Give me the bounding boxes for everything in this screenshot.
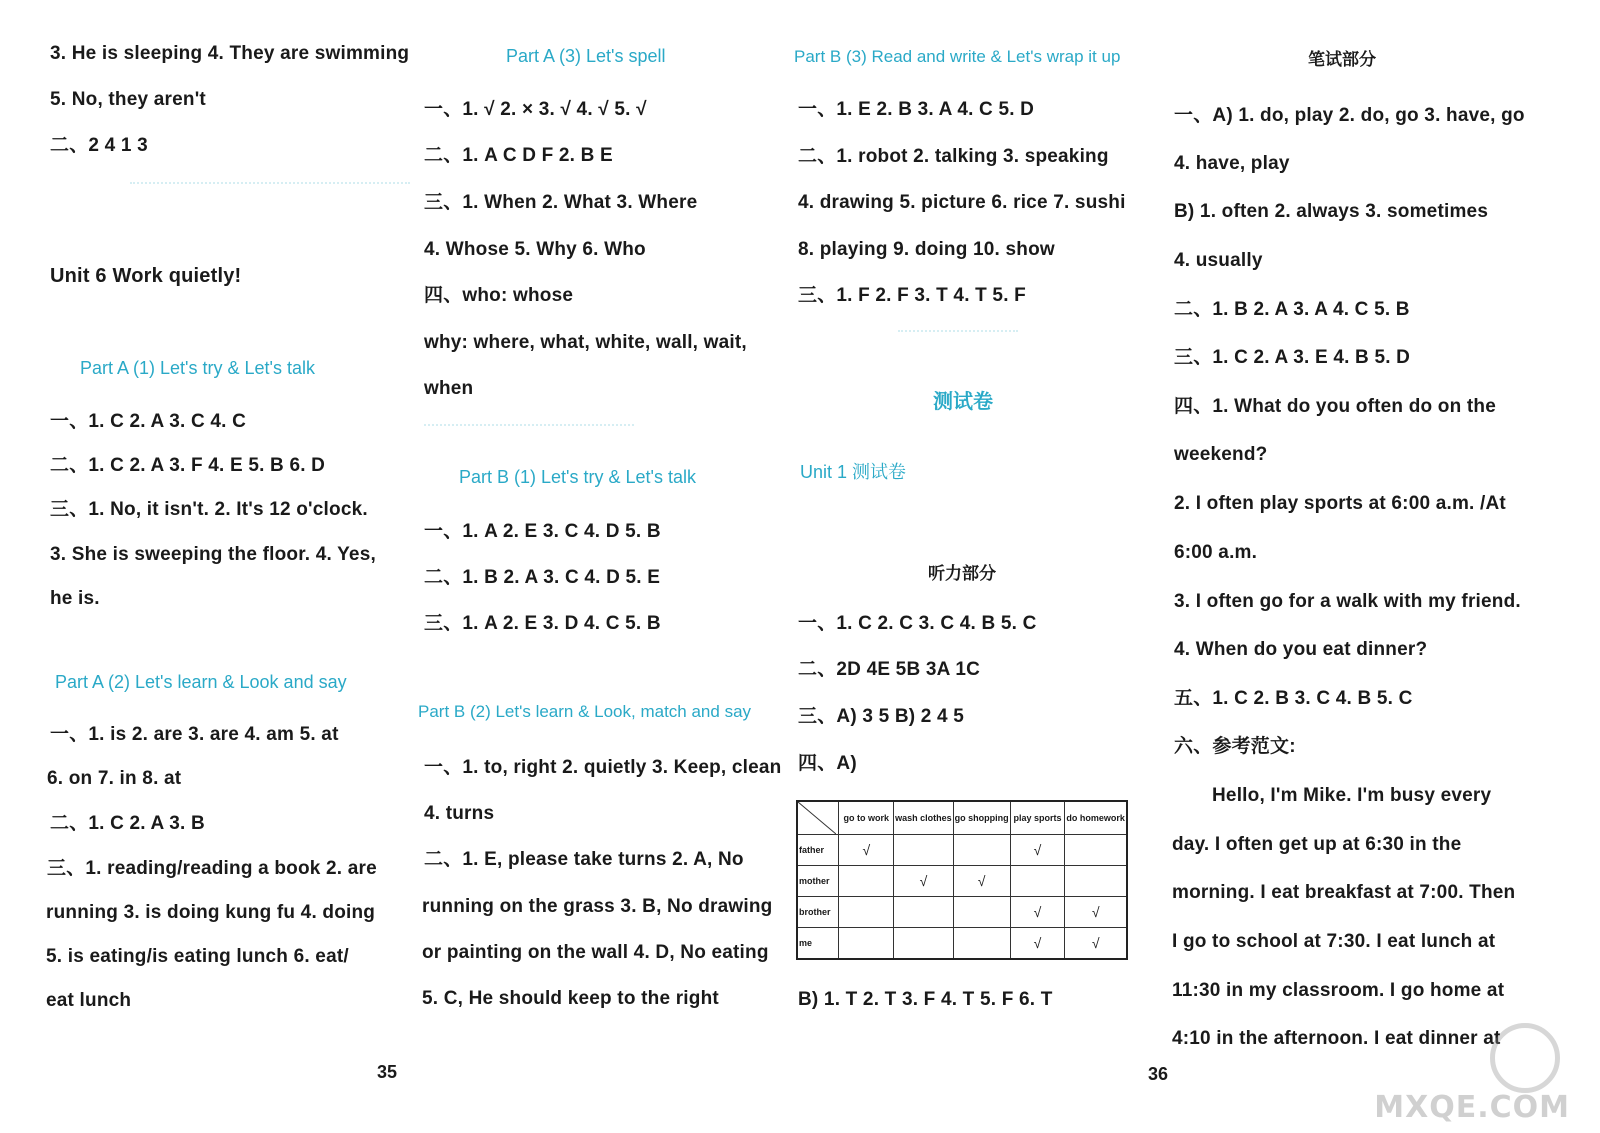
answer-line: 二、2 4 1 3 — [50, 135, 148, 156]
table-cell — [839, 928, 894, 960]
answer-line: 一、1. E 2. B 3. A 4. C 5. D — [798, 99, 1035, 120]
table-cell — [953, 835, 1010, 866]
answer-line: 六、参考范文: — [1174, 736, 1296, 757]
answer-line: 4. drawing 5. picture 6. rice 7. sushi — [798, 192, 1126, 213]
diagonal-line — [798, 802, 836, 834]
answer-line: when — [424, 378, 474, 399]
unit-title: Unit 6 Work quietly! — [50, 265, 242, 287]
section-heading: Part A (1) Let's try & Let's talk — [80, 358, 315, 378]
answer-line: 5. C, He should keep to the right — [422, 988, 719, 1009]
answer-line: B) 1. often 2. always 3. sometimes — [1174, 201, 1489, 222]
unit-test-heading: Unit 1 测试卷 — [800, 462, 907, 482]
answer-line: 三、1. reading/reading a book 2. are — [47, 858, 377, 879]
answer-line: 一、1. C 2. C 3. C 4. B 5. C — [798, 613, 1037, 634]
answer-line: 一、A) 1. do, play 2. do, go 3. have, go — [1174, 105, 1525, 126]
answer-line: 4. When do you eat dinner? — [1174, 639, 1428, 660]
column-header: do homework — [1065, 801, 1127, 835]
answer-line: 4. have, play — [1174, 153, 1290, 174]
table-cell: √ — [1065, 897, 1127, 928]
answer-line: 一、1. √ 2. × 3. √ 4. √ 5. √ — [424, 99, 647, 120]
table-cell — [1065, 866, 1127, 897]
answer-line: 3. He is sleeping 4. They are swimming — [50, 43, 410, 64]
answer-line: 五、1. C 2. B 3. C 4. B 5. C — [1174, 688, 1413, 709]
answer-line: 6. on 7. in 8. at — [47, 768, 182, 789]
answer-line: 二、1. A C D F 2. B E — [424, 145, 613, 166]
table-cell — [894, 835, 954, 866]
table-cell: √ — [953, 866, 1010, 897]
answer-line: 三、1. F 2. F 3. T 4. T 5. F — [798, 285, 1026, 306]
table-cell — [953, 897, 1010, 928]
answer-line: 二、1. robot 2. talking 3. speaking — [798, 146, 1109, 167]
table-cell — [1010, 866, 1065, 897]
answer-line: 三、A) 3 5 B) 2 4 5 — [798, 706, 965, 727]
answer-line: 一、1. is 2. are 3. are 4. am 5. at — [50, 724, 339, 745]
essay-line: I go to school at 7:30. I eat lunch at — [1172, 931, 1496, 952]
answer-line: 四、1. What do you often do on the — [1174, 396, 1496, 417]
answer-line: B) 1. T 2. T 3. F 4. T 5. F 6. T — [798, 989, 1053, 1010]
row-header: me — [797, 928, 839, 960]
activity-table — [796, 800, 1128, 960]
answer-line: 3. I often go for a walk with my friend. — [1174, 591, 1521, 612]
answer-line: 2. I often play sports at 6:00 a.m. /At — [1174, 493, 1506, 514]
table-cell: √ — [1010, 835, 1065, 866]
answer-line: 8. playing 9. doing 10. show — [798, 239, 1055, 260]
test-title: 测试卷 — [933, 391, 993, 413]
answer-line: 三、1. A 2. E 3. D 4. C 5. B — [424, 613, 661, 634]
answer-line: 一、1. C 2. A 3. C 4. C — [50, 411, 247, 432]
row-header: brother — [797, 897, 839, 928]
column-header: go to work — [839, 801, 894, 835]
table-row — [797, 866, 1127, 897]
answer-line: running on the grass 3. B, No drawing — [422, 896, 773, 917]
page-number-left: 35 — [377, 1062, 398, 1082]
answer-line: 二、1. E, please take turns 2. A, No — [424, 849, 744, 870]
table-row — [797, 928, 1127, 960]
table-cell: √ — [1010, 897, 1065, 928]
table-row — [797, 897, 1127, 928]
watermark: MXQE.COM — [1374, 1090, 1570, 1125]
column-header: go shopping — [953, 801, 1010, 835]
answer-line: 二、1. C 2. A 3. B — [50, 813, 205, 834]
column-header: play sports — [1010, 801, 1065, 835]
answer-line: 一、1. to, right 2. quietly 3. Keep, clean — [424, 757, 782, 778]
essay-line: Hello, I'm Mike. I'm busy every — [1212, 785, 1492, 806]
section-heading: Part B (2) Let's learn & Look, match and say — [418, 702, 752, 721]
answer-line: eat lunch — [46, 990, 132, 1011]
essay-line: day. I often get up at 6:30 in the — [1172, 834, 1462, 855]
answer-line: why: where, what, white, wall, wait, — [424, 332, 747, 353]
watermark-logo — [1490, 1023, 1560, 1093]
answer-line: 3. She is sweeping the floor. 4. Yes, — [50, 544, 376, 565]
table-cell: √ — [1065, 928, 1127, 960]
answer-line: weekend? — [1174, 444, 1268, 465]
answer-line: 一、1. A 2. E 3. C 4. D 5. B — [424, 521, 661, 542]
answer-line: 二、1. B 2. A 3. A 4. C 5. B — [1174, 299, 1410, 320]
page-number-right: 36 — [1148, 1064, 1169, 1084]
answer-line: he is. — [50, 588, 100, 609]
answer-line: 5. is eating/is eating lunch 6. eat/ — [46, 946, 349, 967]
table-cell — [839, 866, 894, 897]
answer-line: 四、who: whose — [424, 285, 574, 306]
table-row — [797, 835, 1127, 866]
section-heading: Part A (3) Let's spell — [506, 46, 666, 66]
answer-line: 4. Whose 5. Why 6. Who — [424, 239, 646, 260]
answer-line: 二、1. C 2. A 3. F 4. E 5. B 6. D — [50, 455, 326, 476]
essay-line: 4:10 in the afternoon. I eat dinner at — [1172, 1028, 1501, 1049]
table-cell — [953, 928, 1010, 960]
answer-line: 二、2D 4E 5B 3A 1C — [798, 659, 981, 680]
table-cell: √ — [894, 866, 954, 897]
table-cell — [1065, 835, 1127, 866]
table-cell — [894, 928, 954, 960]
answer-line: 三、1. When 2. What 3. Where — [424, 192, 698, 213]
table-cell — [839, 897, 894, 928]
section-heading: Part B (1) Let's try & Let's talk — [459, 467, 696, 487]
essay-line: 11:30 in my classroom. I go home at — [1172, 980, 1505, 1001]
answer-line: 三、1. No, it isn't. 2. It's 12 o'clock. — [50, 499, 368, 520]
table-cell — [894, 897, 954, 928]
essay-line: morning. I eat breakfast at 7:00. Then — [1172, 882, 1516, 903]
answer-line: or painting on the wall 4. D, No eating — [422, 942, 769, 963]
column-header: wash clothes — [894, 801, 954, 835]
answer-line: 4. usually — [1174, 250, 1263, 271]
answer-line: 三、1. C 2. A 3. E 4. B 5. D — [1174, 347, 1411, 368]
table-cell: √ — [839, 835, 894, 866]
row-header: mother — [797, 866, 839, 897]
answer-line: 5. No, they aren't — [50, 89, 206, 110]
row-header: father — [797, 835, 839, 866]
answer-line: 四、A) — [798, 753, 857, 774]
listening-title: 听力部分 — [928, 564, 996, 583]
answer-line: running 3. is doing kung fu 4. doing — [46, 902, 376, 923]
section-heading: Part B (3) Read and write & Let's wrap it up — [794, 47, 1121, 66]
section-heading: Part A (2) Let's learn & Look and say — [55, 672, 347, 692]
answer-line: 4. turns — [424, 803, 495, 824]
table-corner — [797, 801, 839, 835]
table-cell: √ — [1010, 928, 1065, 960]
answer-line: 二、1. B 2. A 3. C 4. D 5. E — [424, 567, 661, 588]
answer-line: 6:00 a.m. — [1174, 542, 1258, 563]
written-title: 笔试部分 — [1308, 50, 1376, 69]
